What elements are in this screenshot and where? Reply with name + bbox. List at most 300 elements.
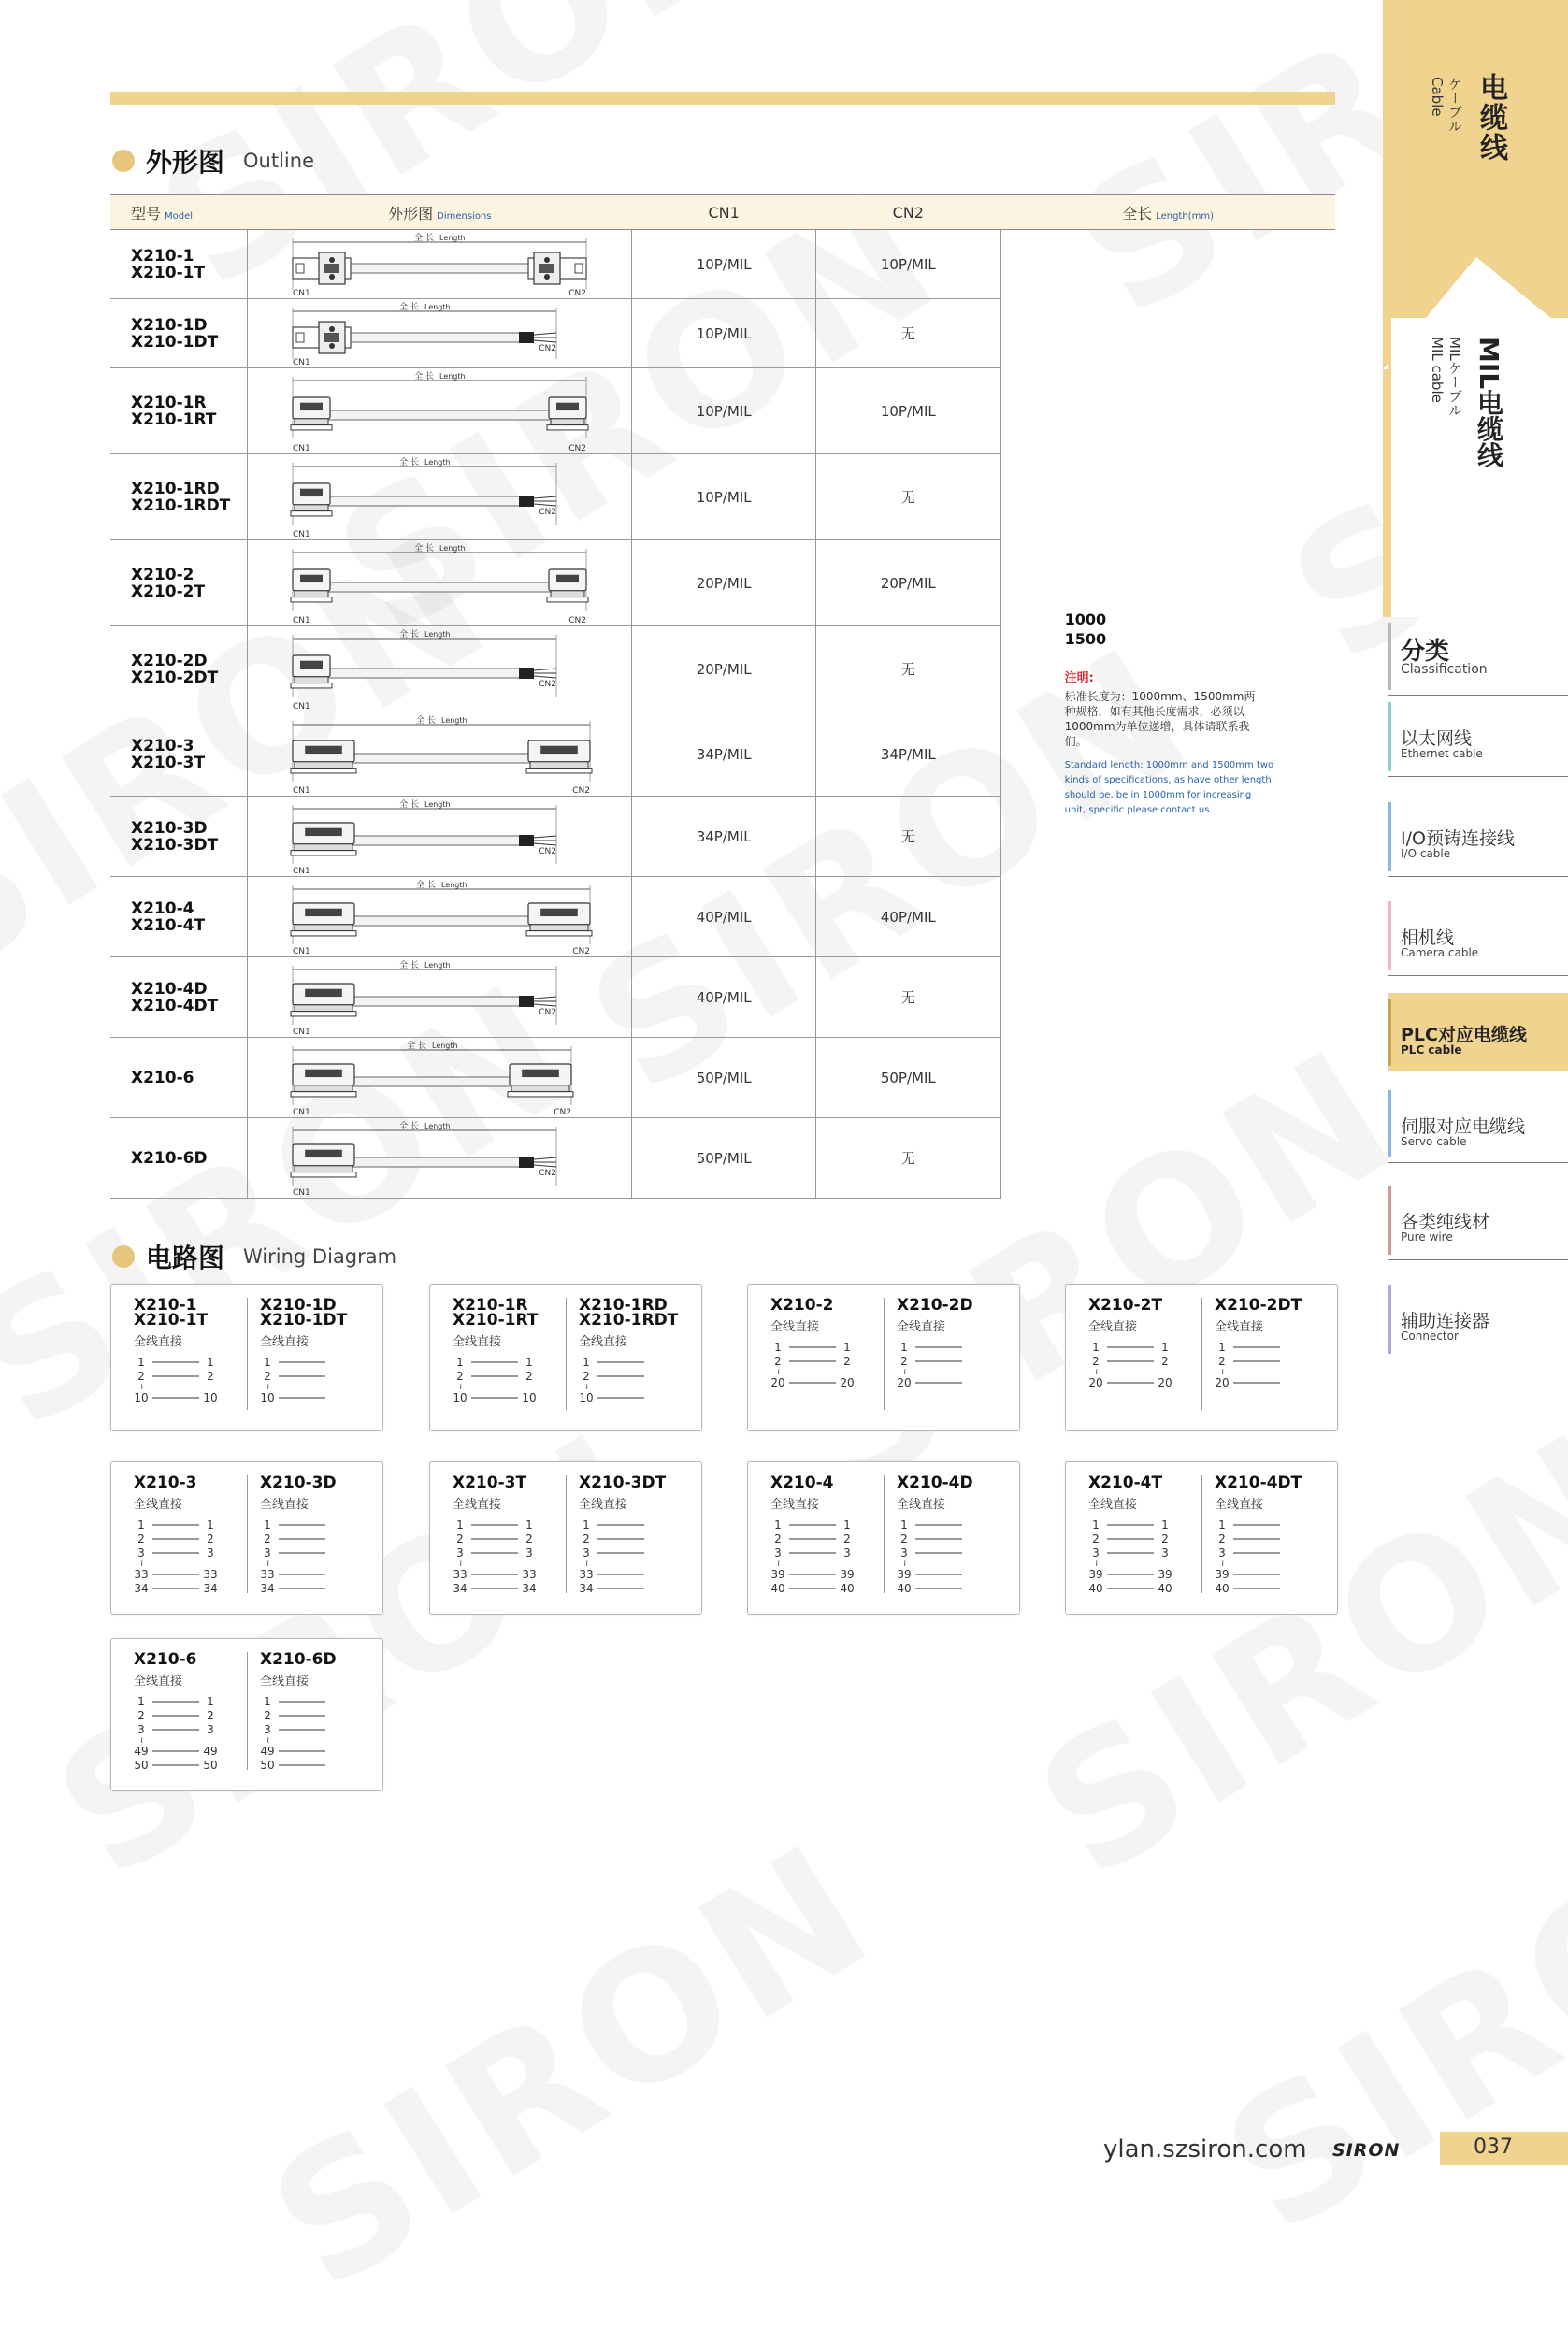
wiring-model-alt: X210-1RDT <box>579 1311 679 1330</box>
wiring-subtitle: 全线直接 <box>897 1320 946 1334</box>
cn1-cell: 10P/MIL <box>632 454 816 540</box>
cn2-cell: 无 <box>815 957 1000 1038</box>
pin-number: 1 <box>774 1518 782 1531</box>
model-name-alt: X210-1DT <box>131 332 219 352</box>
connector-icon <box>293 252 351 284</box>
wiring-column <box>897 1475 1009 1597</box>
model-name-alt: X210-2DT <box>131 668 219 687</box>
wiring-column <box>1215 1298 1327 1391</box>
page-number: 037 <box>1474 2135 1513 2159</box>
sidebar-subtitle-en: MIL cable <box>1429 337 1446 403</box>
dimension-drawing-cell <box>248 712 632 797</box>
model-name: X210-6 <box>131 1068 194 1087</box>
pin-number: 2 <box>900 1355 908 1368</box>
pin-number: 1 <box>456 1518 464 1531</box>
pin-number: 2 <box>1218 1532 1226 1545</box>
model-name-alt: X210-3DT <box>131 835 219 855</box>
category-label-cn: 分类 <box>1401 638 1450 666</box>
footer-logo: SIRON <box>1332 2140 1401 2161</box>
connector-icon <box>291 483 332 516</box>
model-name: X210-1 <box>131 246 194 266</box>
ellipsis-icon: ≀ <box>1095 1560 1099 1569</box>
pin-number-far: 1 <box>525 1356 533 1369</box>
category-label-cn: 以太网线 <box>1401 728 1473 749</box>
sidebar-category-header <box>1388 617 1568 696</box>
cn2-label: CN2 <box>568 443 587 453</box>
cn2-label: CN2 <box>539 846 557 856</box>
model-column-header: 型号 Model <box>110 195 248 230</box>
pin-number-far: 2 <box>207 1532 214 1545</box>
cn1-label: CN1 <box>293 1107 311 1117</box>
pin-number-far: 1 <box>843 1341 851 1354</box>
wiring-subtitle: 全线直接 <box>1215 1320 1264 1334</box>
category-label-cn: 伺服对应电缆线 <box>1401 1116 1526 1137</box>
model-name: X210-1RD <box>131 479 220 498</box>
length-label-cn: 全 长 <box>399 799 420 810</box>
cable-drawing <box>248 878 631 956</box>
pin-number: 2 <box>264 1709 271 1722</box>
wiring-model: X210-4D <box>897 1474 973 1492</box>
wiring-divider <box>247 1652 248 1770</box>
pin-number: 49 <box>134 1745 149 1758</box>
wiring-model: X210-2DT <box>1215 1296 1302 1315</box>
pin-number: 2 <box>1092 1532 1100 1545</box>
wiring-model: X210-3DT <box>579 1474 667 1492</box>
pin-number: 40 <box>1088 1582 1103 1595</box>
cn1-label: CN1 <box>293 615 311 625</box>
cn1-label: CN1 <box>293 1027 311 1037</box>
wiring-model-alt: X210-1DT <box>260 1311 348 1330</box>
pin-number: 2 <box>456 1532 464 1545</box>
sidebar-category-item[interactable] <box>1388 896 1568 976</box>
cn2-column-header: CN2 <box>815 195 1000 230</box>
model-cell <box>110 540 248 626</box>
ellipsis-icon: ≀ <box>585 1560 589 1569</box>
pin-number: 2 <box>900 1532 908 1545</box>
pin-number: 2 <box>456 1370 464 1383</box>
cn1-cell: 50P/MIL <box>632 1118 816 1199</box>
cable-drawing <box>248 541 631 625</box>
cable-drawing <box>248 300 631 367</box>
cn1-label: CN1 <box>293 946 311 956</box>
pin-number-far: 1 <box>1161 1518 1169 1531</box>
model-cell <box>110 454 248 540</box>
model-name: X210-4D <box>131 979 208 999</box>
pin-number: 50 <box>260 1759 275 1772</box>
pin-number-far: 3 <box>207 1546 214 1560</box>
wiring-subtitle: 全线直接 <box>453 1335 502 1349</box>
sidebar-category-item[interactable] <box>1388 1279 1568 1359</box>
ellipsis-icon: ≀ <box>140 1560 144 1569</box>
length-label-cn: 全 长 <box>399 457 420 467</box>
pin-number-far: 1 <box>843 1518 851 1531</box>
pin-number: 39 <box>897 1568 912 1581</box>
category-label-cn: 相机线 <box>1401 927 1455 948</box>
wiring-model: X210-4T <box>1088 1474 1163 1492</box>
wiring-column <box>134 1475 246 1597</box>
cn1-column-header: CN1 <box>632 195 816 230</box>
model-cell <box>110 626 248 712</box>
pin-number: 34 <box>579 1582 594 1595</box>
pin-number: 2 <box>774 1355 782 1368</box>
wiring-diagram-box <box>110 1461 383 1615</box>
wiring-model: X210-6D <box>260 1650 337 1669</box>
length-value: 1500 <box>1064 630 1107 649</box>
wiring-subtitle: 全线直接 <box>1088 1498 1138 1512</box>
category-color-bar <box>1388 1186 1391 1255</box>
pin-map <box>897 1516 1009 1597</box>
model-name-alt: X210-1T <box>131 263 206 282</box>
pin-number-far: 49 <box>203 1745 218 1758</box>
category-label-en: Pure wire <box>1401 1230 1453 1244</box>
model-cell <box>110 230 248 299</box>
category-label-cn: I/O预铸连接线 <box>1401 828 1515 849</box>
connector-icon <box>291 823 356 855</box>
pin-number: 3 <box>137 1723 145 1736</box>
dimension-drawing-cell <box>248 877 632 957</box>
connector-icon <box>526 903 592 936</box>
cn2-cell: 20P/MIL <box>815 540 1000 626</box>
sidebar-category-item[interactable] <box>1388 1085 1568 1163</box>
wiring-model: X210-3T <box>453 1474 527 1492</box>
wiring-column <box>579 1475 691 1597</box>
bullet-dot-icon <box>112 1245 135 1268</box>
sidebar-category-item[interactable] <box>1388 797 1568 877</box>
pin-number-far: 3 <box>207 1723 214 1736</box>
pin-number: 2 <box>1092 1355 1100 1368</box>
category-label-en: I/O cable <box>1401 847 1451 860</box>
pin-number-far: 10 <box>203 1391 218 1404</box>
wiring-column <box>770 1298 883 1391</box>
wiring-subtitle: 全线直接 <box>453 1498 502 1512</box>
cn2-label: CN2 <box>572 946 591 956</box>
outline-title-cn: 外形图 <box>146 147 225 178</box>
cn1-label: CN1 <box>293 866 311 876</box>
wiring-column <box>1088 1298 1201 1391</box>
pin-number: 2 <box>137 1532 145 1545</box>
length-label-en: Length <box>441 715 468 725</box>
wiring-column <box>579 1298 691 1406</box>
ellipsis-icon: ≀ <box>266 1383 270 1392</box>
outline-table <box>110 194 1335 1199</box>
wiring-model: X210-1R <box>453 1296 528 1315</box>
pin-number: 2 <box>583 1532 590 1545</box>
cn1-label: CN1 <box>293 288 311 298</box>
wiring-model: X210-2 <box>770 1296 834 1315</box>
pin-map <box>579 1516 691 1597</box>
pin-number: 3 <box>1092 1546 1100 1560</box>
wiring-subtitle: 全线直接 <box>134 1498 183 1512</box>
wiring-subtitle: 全线直接 <box>134 1335 183 1349</box>
pin-number-far: 2 <box>207 1370 214 1383</box>
cn1-cell: 10P/MIL <box>632 299 816 368</box>
pin-number: 39 <box>1088 1568 1103 1581</box>
length-label-en: Length <box>424 457 451 467</box>
cable-drawing <box>248 713 631 796</box>
length-label-en: Length <box>439 543 466 553</box>
length-label-cn: 全 长 <box>416 715 437 726</box>
pin-number-far: 1 <box>207 1695 214 1708</box>
pin-number-far: 39 <box>1158 1568 1172 1581</box>
length-label-cn: 全 长 <box>399 629 420 640</box>
wiring-subtitle: 全线直接 <box>579 1498 628 1512</box>
wiring-divider <box>247 1475 248 1593</box>
pin-map <box>770 1338 883 1391</box>
model-name: X210-1R <box>131 393 207 412</box>
wiring-subtitle: 全线直接 <box>260 1335 309 1349</box>
pin-number: 1 <box>137 1356 145 1369</box>
wiring-column <box>453 1298 565 1406</box>
category-label-en: PLC cable <box>1401 1043 1462 1057</box>
cable-drawing <box>248 231 631 298</box>
pin-number: 1 <box>264 1356 271 1369</box>
sidebar-title-cn: 电缆线 <box>1474 73 1507 163</box>
pin-number: 20 <box>897 1376 912 1389</box>
category-color-bar <box>1388 901 1391 970</box>
pin-number-far: 2 <box>843 1355 851 1368</box>
length-label-cn: 全 长 <box>399 960 420 970</box>
pin-number: 1 <box>583 1356 590 1369</box>
pin-number-far: 20 <box>840 1376 855 1389</box>
pin-map <box>453 1353 565 1406</box>
wiring-subtitle: 全线直接 <box>260 1498 309 1512</box>
pin-number: 1 <box>1092 1518 1100 1531</box>
length-cell <box>1000 230 1335 1199</box>
sidebar-title-jp: ケーブル <box>1446 77 1463 133</box>
category-label-en: Connector <box>1401 1330 1459 1343</box>
pin-number: 1 <box>264 1695 271 1708</box>
wiring-model: X210-2D <box>897 1296 973 1315</box>
cn2-label: CN2 <box>554 1107 572 1117</box>
pin-number-far: 2 <box>525 1370 533 1383</box>
wiring-model: X210-3D <box>260 1474 337 1492</box>
cn1-cell: 40P/MIL <box>632 957 816 1038</box>
pin-number: 39 <box>770 1568 785 1581</box>
pin-number-far: 34 <box>522 1582 537 1595</box>
wiring-model: X210-4DT <box>1215 1474 1302 1492</box>
sidebar-title-en: Cable <box>1429 77 1446 117</box>
category-label-cn: 辅助连接器 <box>1401 1311 1490 1331</box>
wiring-model-alt: X210-1T <box>134 1311 209 1330</box>
cn1-cell: 10P/MIL <box>632 230 816 299</box>
pin-map <box>260 1353 372 1406</box>
wiring-model: X210-4 <box>770 1474 834 1492</box>
pin-number-far: 2 <box>843 1532 851 1545</box>
cable-drawing <box>248 627 631 712</box>
cn2-cell: 无 <box>815 1118 1000 1199</box>
pin-number: 1 <box>137 1695 145 1708</box>
header-accent-bar <box>110 92 1335 105</box>
connector-icon <box>293 322 351 353</box>
pin-number-far: 39 <box>840 1568 855 1581</box>
wiring-divider <box>566 1298 567 1410</box>
cn2-cell: 10P/MIL <box>815 368 1000 454</box>
pin-number-far: 3 <box>525 1546 533 1560</box>
pin-number-far: 40 <box>1158 1582 1172 1595</box>
cn2-label: CN2 <box>568 615 587 625</box>
wiring-model-alt: X210-1RT <box>453 1311 539 1330</box>
connector-icon <box>291 903 356 936</box>
ellipsis-icon: ≀ <box>459 1560 463 1569</box>
pin-number: 3 <box>900 1546 908 1560</box>
dimension-drawing-cell <box>248 454 632 540</box>
model-name-alt: X210-3T <box>131 753 206 772</box>
ellipsis-icon: ≀ <box>266 1560 270 1569</box>
wiring-column <box>897 1298 1009 1391</box>
connector-icon <box>291 569 332 602</box>
pin-map <box>1215 1516 1327 1597</box>
wiring-divider <box>566 1475 567 1593</box>
connector-icon <box>291 655 332 688</box>
pin-number: 1 <box>900 1341 908 1354</box>
ellipsis-icon: ≀ <box>1221 1368 1225 1377</box>
cn1-cell: 50P/MIL <box>632 1038 816 1118</box>
length-label-en: Length <box>439 371 466 381</box>
cn1-label: CN1 <box>293 443 311 453</box>
wiring-subtitle: 全线直接 <box>770 1498 820 1512</box>
wiring-column <box>1088 1475 1201 1597</box>
wiring-diagram-box <box>429 1461 702 1615</box>
wiring-model: X210-1RD <box>579 1296 668 1315</box>
model-cell <box>110 712 248 797</box>
pin-number: 3 <box>456 1546 464 1560</box>
wiring-subtitle: 全线直接 <box>1215 1498 1264 1512</box>
cn1-cell: 10P/MIL <box>632 368 816 454</box>
pin-map <box>1215 1338 1327 1391</box>
pin-number-far: 33 <box>203 1568 218 1581</box>
page-number-tab <box>1440 2132 1568 2165</box>
connector-icon <box>528 252 586 284</box>
wiring-model: X210-2T <box>1088 1296 1163 1315</box>
length-label-cn: 全 长 <box>399 1121 420 1131</box>
pin-map <box>579 1353 691 1406</box>
pin-number: 1 <box>137 1518 145 1531</box>
dimension-drawing-cell <box>248 957 632 1038</box>
cable-drawing <box>248 455 631 539</box>
cable-drawing <box>248 798 631 876</box>
footer-url[interactable]: ylan.szsiron.com <box>1103 2135 1307 2164</box>
pin-number: 10 <box>579 1391 594 1404</box>
category-divider <box>1388 975 1568 976</box>
connector-icon <box>508 1064 573 1097</box>
ellipsis-icon: ≀ <box>903 1368 907 1377</box>
ellipsis-icon: ≀ <box>459 1383 463 1392</box>
sidebar-subtitle-cn: MIL电缆线 <box>1474 337 1504 468</box>
cn1-label: CN1 <box>293 357 311 367</box>
wiring-diagram-box <box>747 1284 1020 1431</box>
watermark <box>1192 1748 1568 2273</box>
pin-number-far: 34 <box>203 1582 218 1595</box>
ellipsis-icon: ≀ <box>140 1736 144 1746</box>
pin-map <box>1088 1338 1201 1391</box>
wiring-subtitle: 全线直接 <box>770 1320 820 1334</box>
wiring-divider <box>1201 1298 1202 1410</box>
category-divider <box>1388 876 1568 877</box>
model-cell <box>110 797 248 877</box>
model-name: X210-4 <box>131 899 194 918</box>
length-label-en: Length <box>424 1121 451 1130</box>
cn2-label: CN2 <box>539 679 557 689</box>
cn1-label: CN1 <box>293 785 311 796</box>
cn2-cell: 10P/MIL <box>815 230 1000 299</box>
connector-icon <box>291 1064 356 1097</box>
pin-number-far: 10 <box>522 1391 537 1404</box>
pin-number: 40 <box>770 1582 785 1595</box>
wiring-title-cn: 电路图 <box>146 1243 225 1273</box>
pin-number: 10 <box>453 1391 468 1404</box>
cn1-label: CN1 <box>293 701 311 712</box>
category-divider <box>1388 1162 1568 1163</box>
wiring-column <box>260 1475 372 1597</box>
sidebar-category-item[interactable] <box>1388 697 1568 777</box>
pin-number: 33 <box>134 1568 149 1581</box>
pin-number: 1 <box>900 1518 908 1531</box>
model-cell <box>110 877 248 957</box>
category-label-en: Camera cable <box>1401 946 1479 959</box>
connector-icon <box>547 569 588 602</box>
cn2-label: CN2 <box>539 1007 557 1017</box>
cn2-label: CN2 <box>572 785 591 796</box>
pin-map <box>770 1516 883 1597</box>
category-color-bar <box>1388 1285 1391 1354</box>
pin-number: 33 <box>579 1568 594 1581</box>
wiring-divider <box>247 1298 248 1410</box>
pin-number: 2 <box>137 1370 145 1383</box>
pin-number: 33 <box>453 1568 468 1581</box>
wiring-model: X210-6 <box>134 1650 197 1669</box>
cn2-cell: 50P/MIL <box>815 1038 1000 1118</box>
wiring-diagram-box <box>747 1461 1020 1615</box>
wiring-column <box>134 1298 246 1406</box>
model-name: X210-2 <box>131 565 194 584</box>
pin-number: 2 <box>264 1370 271 1383</box>
bullet-dot-icon <box>112 150 135 172</box>
connector-icon <box>291 984 356 1016</box>
cable-drawing <box>248 1119 631 1198</box>
model-name: X210-3D <box>131 818 208 838</box>
model-cell <box>110 299 248 368</box>
pin-number: 50 <box>134 1759 149 1772</box>
cn1-cell: 34P/MIL <box>632 797 816 877</box>
pin-number: 10 <box>260 1391 275 1404</box>
cable-drawing <box>248 958 631 1037</box>
model-name-alt: X210-2T <box>131 582 206 601</box>
pin-number: 3 <box>137 1546 145 1560</box>
pin-number-far: 3 <box>1161 1546 1169 1560</box>
pin-number-far: 2 <box>1161 1532 1169 1545</box>
pin-number: 10 <box>134 1391 149 1404</box>
wiring-subtitle: 全线直接 <box>260 1675 309 1689</box>
cable-drawing <box>248 1039 631 1117</box>
length-label-en: Length <box>424 629 451 639</box>
wiring-model: X210-1D <box>260 1296 337 1315</box>
length-label-cn: 全 长 <box>416 880 437 890</box>
length-label-cn: 全 长 <box>414 371 435 381</box>
ellipsis-icon: ≀ <box>1221 1560 1225 1569</box>
pin-number-far: 2 <box>1161 1355 1169 1368</box>
length-column-header: 全长 Length(mm) <box>1000 195 1335 230</box>
category-color-bar <box>1388 702 1391 771</box>
sidebar-category-item[interactable] <box>1388 993 1568 1071</box>
connector-icon <box>291 740 356 773</box>
sidebar-category-item[interactable] <box>1388 1180 1568 1260</box>
dimension-drawing-cell <box>248 797 632 877</box>
pin-map <box>1088 1516 1201 1597</box>
cable-drawing <box>248 369 631 453</box>
cn2-label: CN2 <box>539 343 557 353</box>
wiring-section-title <box>112 1238 396 1275</box>
pin-number: 2 <box>264 1532 271 1545</box>
